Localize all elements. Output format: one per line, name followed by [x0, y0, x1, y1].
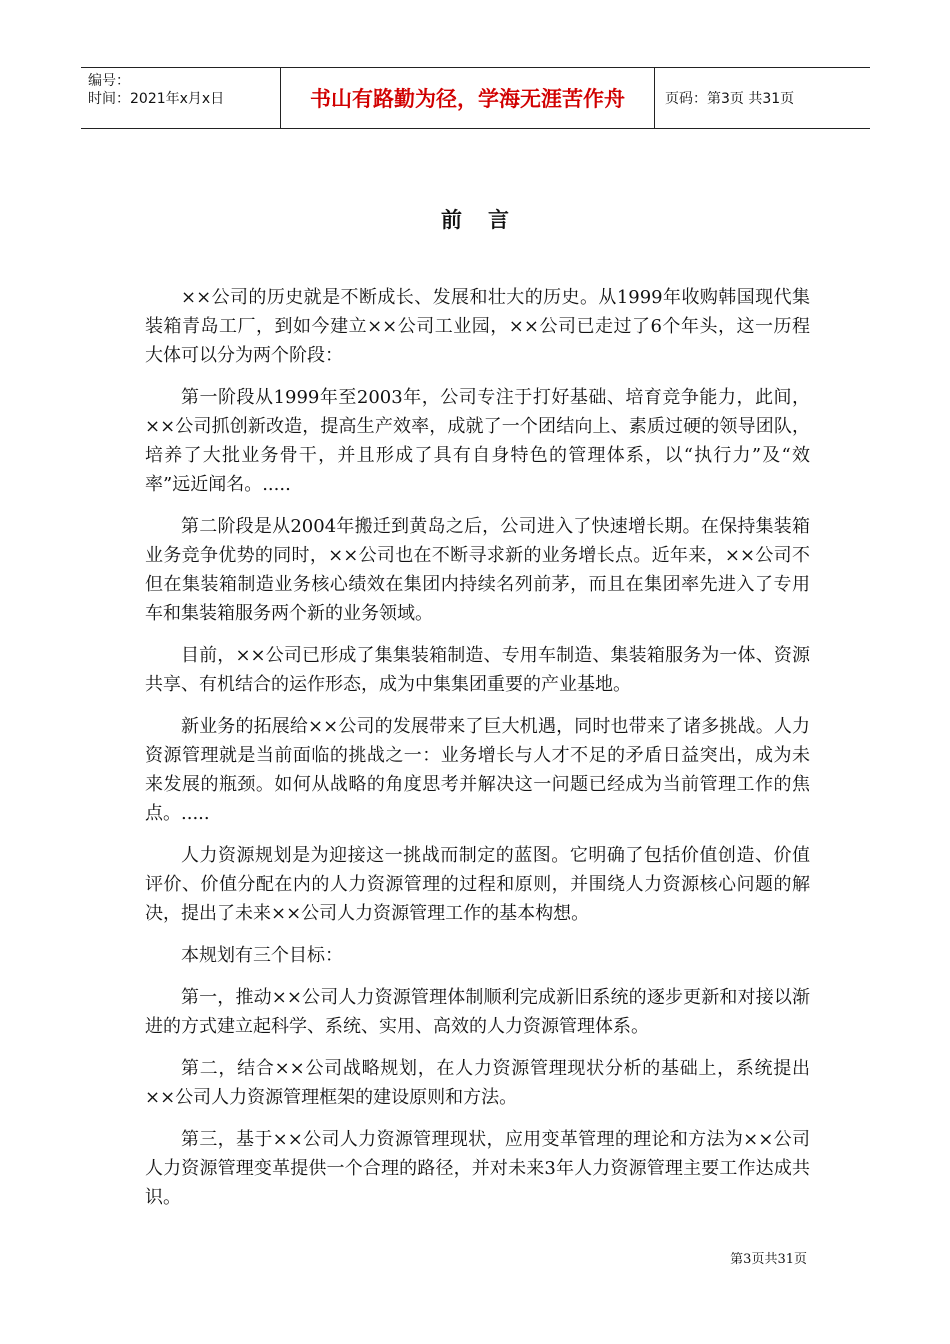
document-body	[145, 283, 810, 1225]
header-motto-cell	[281, 68, 655, 128]
paragraph: 第一阶段从1999年至2003年，公司专注于打好基础、培育竞争能力，此间，××公司抓创新改造，提高生产效率，成就了一个团结向上、素质过硬的领导团队，培养了大批业务骨干，并且形成了具有自身特色的管理体系，以“执行力”及“效率”远近闻名。.....	[145, 387, 810, 495]
page-header	[81, 67, 870, 129]
paragraph: 人力资源规划是为迎接这一挑战而制定的蓝图。它明确了包括价值创造、价值评价、价值分配在内的人力资源管理的过程和原则，并围绕人力资源核心问题的解决，提出了未来××公司人力资源管理工作的基本构想。	[145, 845, 810, 924]
paragraph: 本规划有三个目标：	[181, 945, 343, 966]
paragraph: 新业务的拓展给××公司的发展带来了巨大机遇，同时也带来了诸多挑战。人力资源管理就是当前面临的挑战之一：业务增长与人才不足的矛盾日益突出，成为未来发展的瓶颈。如何从战略的角度思考并解决这一问题已经成为当前管理工作的焦点。.....	[145, 716, 810, 824]
header-page-info: 页码：第3页 共31页	[665, 91, 795, 107]
paragraph: ××公司的历史就是不断成长、发展和壮大的历史。从1999年收购韩国现代集装箱青岛工厂，到如今建立××公司工业园，××公司已走过了6个年头，这一历程大体可以分为两个阶段：	[145, 287, 810, 366]
paragraph: 第二，结合××公司战略规划，在人力资源管理现状分析的基础上，系统提出××公司人力资源管理框架的建设原则和方法。	[145, 1058, 810, 1108]
document-number: 编号：	[88, 73, 130, 89]
paragraph: 第一，推动××公司人力资源管理体制顺利完成新旧系统的逐步更新和对接以渐进的方式建立起科学、系统、实用、高效的人力资源管理体系。	[145, 987, 810, 1037]
document-date: 时间：2021年x月x日	[88, 91, 225, 107]
paragraph: 第三，基于××公司人力资源管理现状，应用变革管理的理论和方法为××公司人力资源管理变革提供一个合理的路径，并对未来3年人力资源管理主要工作达成共识。	[145, 1129, 810, 1208]
motto-text: 书山有路勤为径，学海无涯苦作舟	[310, 87, 625, 111]
header-meta	[81, 68, 281, 128]
paragraph: 第二阶段是从2004年搬迁到黄岛之后，公司进入了快速增长期。在保持集装箱业务竞争优势的同时，××公司也在不断寻求新的业务增长点。近年来，××公司不但在集装箱制造业务核心绩效在集团内持续名列前茅，而且在集团率先进入了专用车和集装箱服务两个新的业务领域。	[145, 516, 810, 624]
page-title: 前言	[441, 208, 535, 232]
page-footer: 第3页共31页	[730, 1252, 807, 1267]
paragraph: 目前，××公司已形成了集集装箱制造、专用车制造、集装箱服务为一体、资源共享、有机结合的运作形态，成为中集集团重要的产业基地。	[145, 645, 810, 695]
